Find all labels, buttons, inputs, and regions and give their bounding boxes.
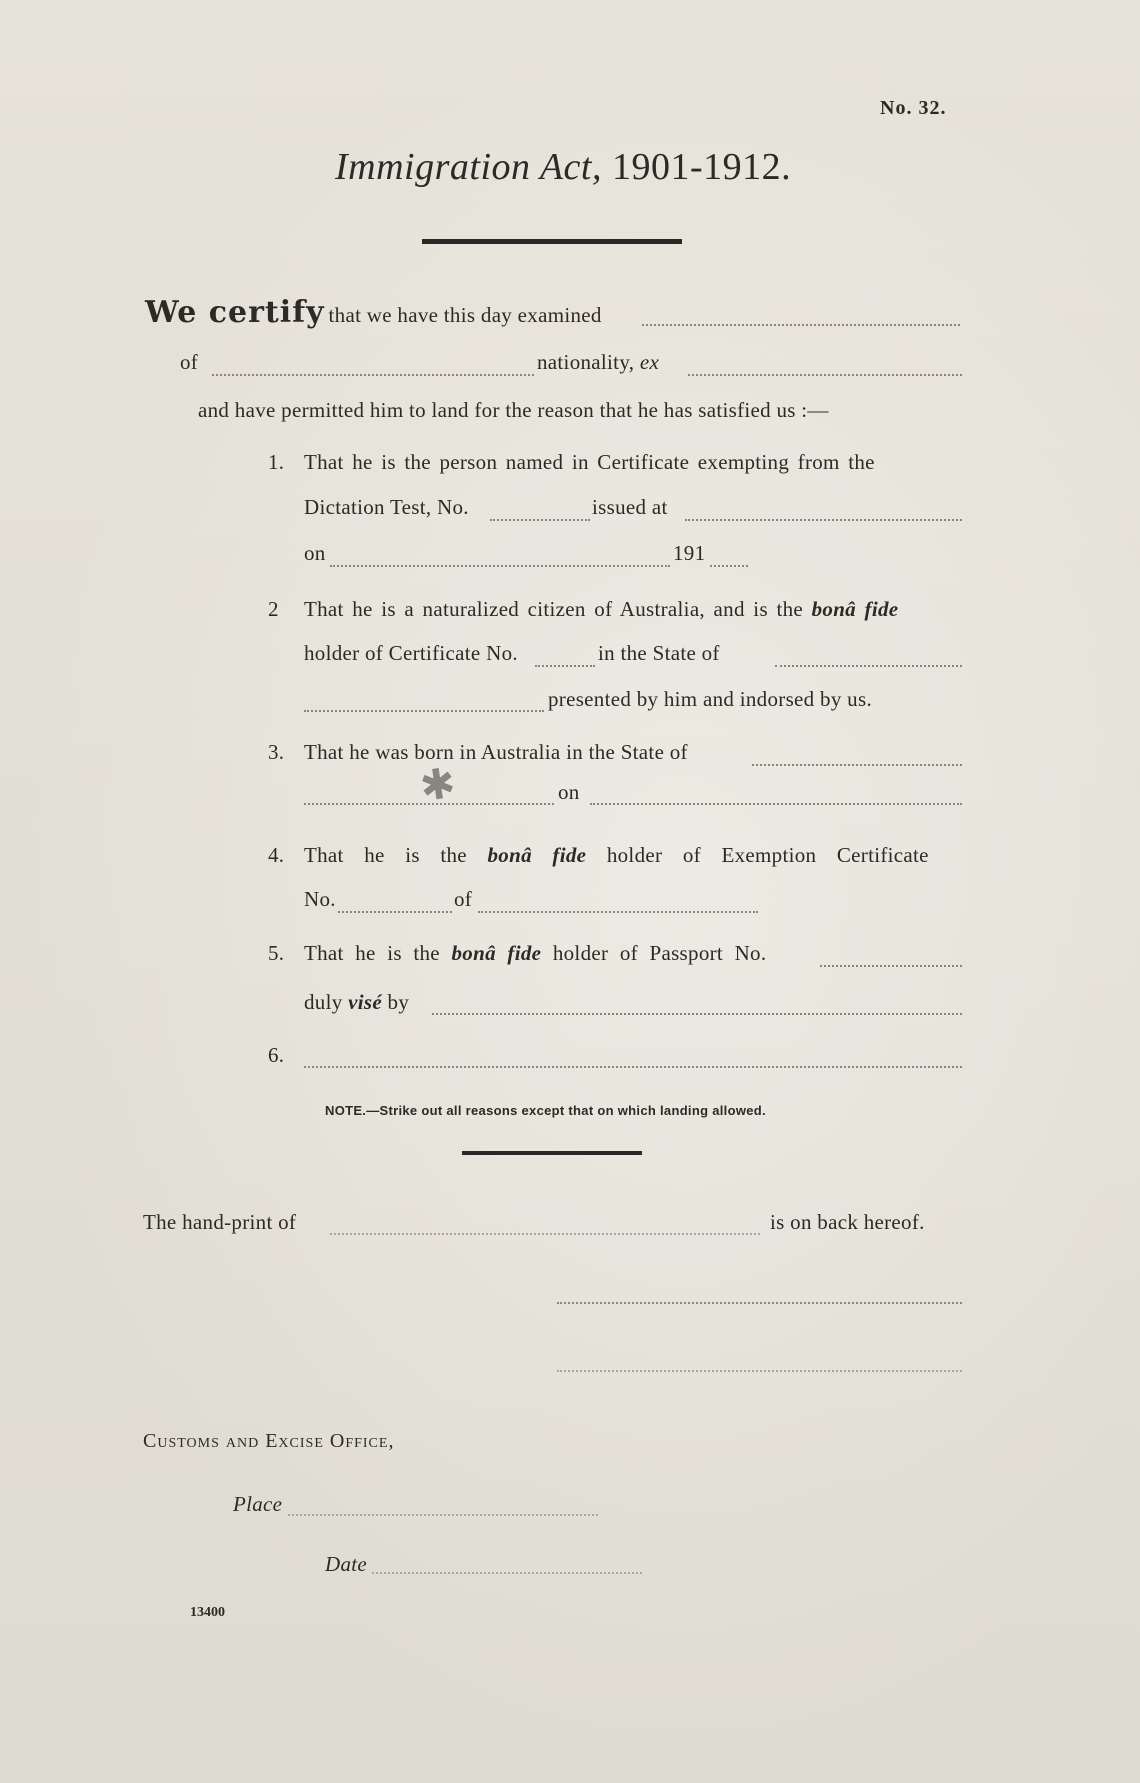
reason-6-number: 6. (268, 1043, 285, 1067)
issued-at-label: issued at (592, 495, 668, 519)
handprint-suffix: is on back hereof. (770, 1210, 925, 1234)
reason-5-text: holder of Passport No. (552, 941, 767, 965)
reason-5-line (304, 941, 766, 966)
reason-4-text: holder of Exemption Certificate (606, 843, 929, 867)
reason-2-bona-fide: bonâ fide (811, 597, 899, 621)
reason-5-number: 5. (268, 941, 285, 965)
ex-text: ex (639, 350, 660, 374)
ex-ship-field[interactable] (688, 374, 962, 376)
reason-4-that: That he is the (304, 843, 467, 867)
handprint-name-field[interactable] (330, 1233, 760, 1235)
reason-6-field[interactable] (304, 1066, 962, 1068)
print-code: 13400 (190, 1605, 225, 1620)
of-label: of (180, 350, 199, 374)
signature-field-2[interactable] (557, 1370, 962, 1372)
document-title (335, 145, 791, 189)
examined-name-field[interactable] (642, 324, 960, 326)
ink-blot-mark: ✱ (416, 757, 459, 812)
reason-1-on-label: on (304, 541, 326, 565)
intro-line-1 (145, 295, 602, 330)
issued-at-field[interactable] (685, 519, 962, 521)
reason-1-text: That he is the person named in Certificate exempting from the (304, 450, 875, 474)
passport-no-field[interactable] (820, 965, 962, 967)
place-field[interactable] (288, 1514, 598, 1516)
date-label: Date (325, 1552, 368, 1576)
vise-by-field[interactable] (432, 1013, 962, 1015)
reason-2-state-field[interactable] (775, 665, 962, 667)
form-number: No. 32. (880, 97, 947, 119)
nationality-text: nationality, (537, 350, 635, 374)
nationality-label (537, 350, 659, 375)
exemption-of-field[interactable] (478, 911, 758, 913)
we-certify-heading: We certify (145, 295, 325, 330)
certificate-no-label: holder of Certificate No. (304, 641, 518, 665)
reason-3-date-field[interactable] (590, 803, 962, 805)
reason-3-text: That he was born in Australia in the State of (304, 740, 688, 764)
office-name: Customs and Excise Office, (143, 1430, 395, 1452)
date-field[interactable] (372, 1572, 642, 1574)
vise-line (304, 990, 409, 1015)
state-of-label: in the State of (598, 641, 720, 665)
reason-2-number: 2 (268, 597, 279, 621)
signature-field-1[interactable] (557, 1302, 962, 1304)
presented-text: presented by him and indorsed by us. (548, 687, 872, 711)
examined-text: that we have this day examined (328, 303, 602, 327)
reason-3-number: 3. (268, 740, 285, 764)
year-field[interactable] (710, 565, 748, 567)
reason-3-on-label: on (558, 780, 580, 804)
title-rule (422, 239, 682, 244)
act-years: 1901-1912. (611, 146, 792, 188)
year-prefix: 191 (673, 541, 706, 565)
strike-out-note: NOTE.—Strike out all reasons except that on which landing allowed. (325, 1103, 766, 1118)
reason-5-that: That he is the (304, 941, 440, 965)
reason-2-text: That he is a naturalized citizen of Australia, and is the (304, 597, 804, 621)
note-rule (462, 1151, 642, 1155)
reason-3-state-field[interactable] (752, 764, 962, 766)
exemption-no-field[interactable] (338, 911, 452, 913)
act-name: Immigration Act, (335, 146, 602, 188)
reason-4-number: 4. (268, 843, 285, 867)
permitted-text: and have permitted him to land for the reason that he has satisfied us :— (198, 398, 829, 422)
reason-2-blank-field[interactable] (304, 710, 544, 712)
reason-5-bona-fide: bonâ fide (451, 941, 542, 965)
reason-1-number: 1. (268, 450, 285, 474)
dictation-number-field[interactable] (490, 519, 590, 521)
reason-4-bona-fide: bonâ fide (487, 843, 587, 867)
handprint-prefix: The hand-print of (143, 1210, 297, 1234)
exemption-of-label: of (454, 887, 473, 911)
reason-1-date-field[interactable] (330, 565, 670, 567)
duly-text: duly (304, 990, 343, 1014)
by-text: by (387, 990, 410, 1014)
exemption-no-label: No. (304, 887, 336, 911)
reason-2-line (304, 597, 898, 622)
certificate-no-field[interactable] (535, 665, 595, 667)
of-field[interactable] (212, 374, 534, 376)
reason-4-line (304, 843, 929, 868)
vise-text: visé (348, 990, 382, 1014)
dictation-label: Dictation Test, No. (304, 495, 469, 519)
place-label: Place (233, 1492, 283, 1516)
